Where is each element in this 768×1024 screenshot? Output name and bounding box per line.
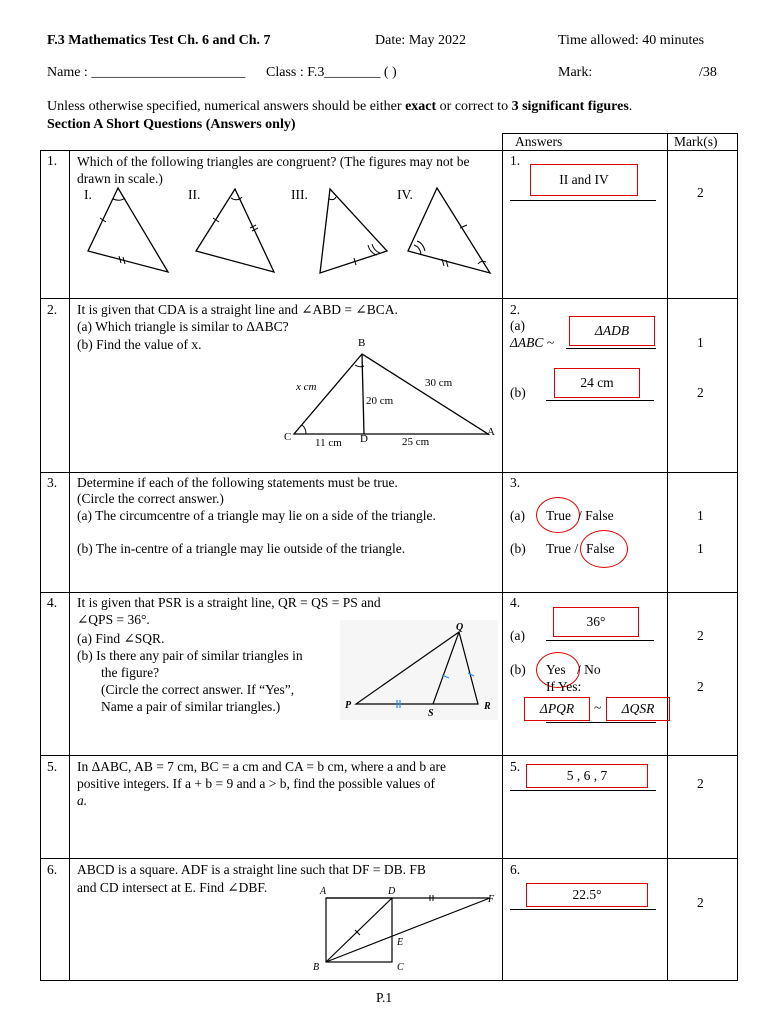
- q3-answer-a-circle: [536, 497, 580, 533]
- q6-vertex-b: B: [313, 962, 320, 973]
- q5-line-1: In ΔABC, AB = 7 cm, BC = a cm and CA = b cm, where a and b are: [77, 759, 446, 774]
- q6-vertex-e: E: [397, 937, 404, 948]
- q5-answer-box: 5 , 6 , 7: [526, 764, 648, 788]
- q4-triangle-figure: [340, 620, 498, 720]
- q4-answer-b-label: (b): [510, 662, 526, 677]
- q4-part-a: (a) Find ∠SQR.: [77, 631, 165, 646]
- q5-number: 5.: [47, 759, 58, 774]
- q2-side-11: 11 cm: [315, 437, 342, 449]
- q1-answer-box: II and IV: [530, 164, 638, 196]
- q4-mark-b: 2: [697, 679, 704, 694]
- q3-answer-a-false: / False: [578, 508, 614, 523]
- q2-side-20: 20 cm: [366, 395, 394, 407]
- q2-mark-b: 2: [697, 385, 704, 400]
- q5-answer-number: 5.: [510, 759, 521, 774]
- q4-text-1: It is given that PSR is a straight line, QR = QS = PS and: [77, 595, 381, 610]
- q2-vertex-b: B: [358, 337, 366, 349]
- q4-answer-a-label: (a): [510, 628, 525, 643]
- q5-line-3: a.: [77, 793, 88, 808]
- q4-vertex-s: S: [428, 708, 434, 719]
- name-field-label: Name : ______________________: [47, 65, 246, 80]
- q2-answer-a-label: (a): [510, 318, 525, 333]
- q2-answer-b-box: 24 cm: [554, 368, 640, 398]
- q1-label-iv: IV.: [397, 187, 413, 202]
- q2-vertex-c: C: [284, 431, 292, 443]
- q4-text-2: ∠QPS = 36°.: [77, 612, 150, 627]
- q3-part-a: (a) The circumcentre of a triangle may lie on a side of the triangle.: [77, 508, 436, 523]
- q3-instruction: (Circle the correct answer.): [77, 491, 224, 506]
- q4-vertex-p: P: [345, 700, 352, 711]
- page-number: P.1: [376, 990, 393, 1005]
- q2-vertex-d: D: [360, 433, 368, 445]
- q4-part-b-2: the figure?: [101, 665, 160, 680]
- q2-side-x: x cm: [296, 381, 317, 393]
- q2-triangle-figure: [280, 332, 500, 452]
- q6-vertex-c: C: [397, 962, 404, 973]
- q6-answer-number: 6.: [510, 862, 521, 877]
- q6-answer-box: 22.5°: [526, 883, 648, 907]
- q3-answer-a-true: True: [546, 508, 572, 523]
- q4-answer-b-box-2: ΔQSR: [606, 697, 670, 721]
- q3-mark-b: 1: [697, 541, 704, 556]
- q2-side-25: 25 cm: [402, 436, 430, 448]
- q3-answer-b-true: True /: [546, 541, 579, 556]
- q6-line-2: and CD intersect at E. Find ∠DBF.: [77, 880, 268, 895]
- q3-answer-b-false: False: [586, 541, 615, 556]
- q3-answer-b-circle: [580, 530, 628, 568]
- q2-side-30: 30 cm: [425, 377, 453, 389]
- mark-total: /38: [699, 65, 717, 80]
- q2-vertex-a: A: [487, 426, 495, 438]
- q4-answer-number: 4.: [510, 595, 521, 610]
- q5-line-2: positive integers. If a + b = 9 and a > b, find the possible values of: [77, 776, 436, 791]
- q2-mark-a: 1: [697, 335, 704, 350]
- q1-label-i: I.: [84, 187, 92, 202]
- q2-part-b: (b) Find the value of x.: [77, 337, 202, 352]
- q2-part-a: (a) Which triangle is similar to ΔABC?: [77, 319, 289, 334]
- time-allowed: Time allowed: 40 minutes: [558, 33, 705, 48]
- q4-part-b-3: (Circle the correct answer. If “Yes”,: [101, 682, 295, 697]
- q6-mark: 2: [697, 895, 704, 910]
- q3-answer-number: 3.: [510, 475, 521, 490]
- q1-mark: 2: [697, 185, 704, 200]
- q6-number: 6.: [47, 862, 58, 877]
- q3-number: 3.: [47, 475, 58, 490]
- q4-answer-no: / No: [577, 662, 601, 677]
- q3-text: Determine if each of the following statements must be true.: [77, 475, 398, 490]
- q6-vertex-d: D: [388, 886, 396, 897]
- q4-vertex-q: Q: [456, 622, 464, 633]
- q1-label-ii: II.: [188, 187, 201, 202]
- q2-number: 2.: [47, 302, 58, 317]
- date-label: Date: May 2022: [375, 33, 466, 48]
- test-title: F.3 Mathematics Test Ch. 6 and Ch. 7: [47, 33, 271, 48]
- q4-answer-b-box-1: ΔPQR: [524, 697, 590, 721]
- q1-label-iii: III.: [291, 187, 308, 202]
- q5-mark: 2: [697, 776, 704, 791]
- q4-part-b-1: (b) Is there any pair of similar triangles in: [77, 648, 303, 663]
- q1-number: 1.: [47, 153, 58, 168]
- q2-answer-a-prefix: ΔABC ~: [510, 335, 555, 350]
- q4-part-b-4: Name a pair of similar triangles.): [101, 699, 281, 714]
- q6-line-1: ABCD is a square. ADF is a straight line such that DF = DB. FB: [77, 862, 426, 877]
- q6-vertex-a: A: [320, 886, 327, 897]
- q4-mark-a: 2: [697, 628, 704, 643]
- q6-square-figure: [310, 880, 500, 976]
- q2-answer-b-label: (b): [510, 385, 526, 400]
- q4-answer-if-yes: If Yes:: [546, 679, 582, 694]
- class-field-label: Class : F.3________ ( ): [266, 65, 397, 80]
- q3-answer-a-label: (a): [510, 508, 525, 523]
- q3-mark-a: 1: [697, 508, 704, 523]
- col-header-answers: Answers: [515, 134, 563, 149]
- mark-label: Mark:: [558, 65, 593, 80]
- q3-part-b: (b) The in-centre of a triangle may lie outside of the triangle.: [77, 541, 406, 556]
- q4-answer-tilde: ~: [594, 700, 602, 715]
- q3-answer-b-label: (b): [510, 541, 526, 556]
- section-title: Section A Short Questions (Answers only): [47, 117, 296, 132]
- q2-answer-a-box: ΔADB: [569, 316, 655, 346]
- q2-answer-number: 2.: [510, 302, 521, 317]
- q4-answer-yes: Yes: [546, 662, 566, 677]
- q4-vertex-r: R: [484, 701, 491, 712]
- q4-number: 4.: [47, 595, 58, 610]
- instructions: Unless otherwise specified, numerical answers should be either exact or correct to 3 significant figures.: [47, 99, 633, 114]
- q1-answer-number: 1.: [510, 153, 521, 168]
- col-header-marks: Mark(s): [674, 134, 718, 149]
- q1-triangles-figure: [80, 185, 500, 285]
- q2-text: It is given that CDA is a straight line and ∠ABD = ∠BCA.: [77, 302, 398, 317]
- q4-answer-a-box: 36°: [553, 607, 639, 637]
- q1-text: Which of the following triangles are congruent? (The figures may not be drawn in scale.): [77, 154, 470, 186]
- q6-vertex-f: F: [488, 894, 495, 905]
